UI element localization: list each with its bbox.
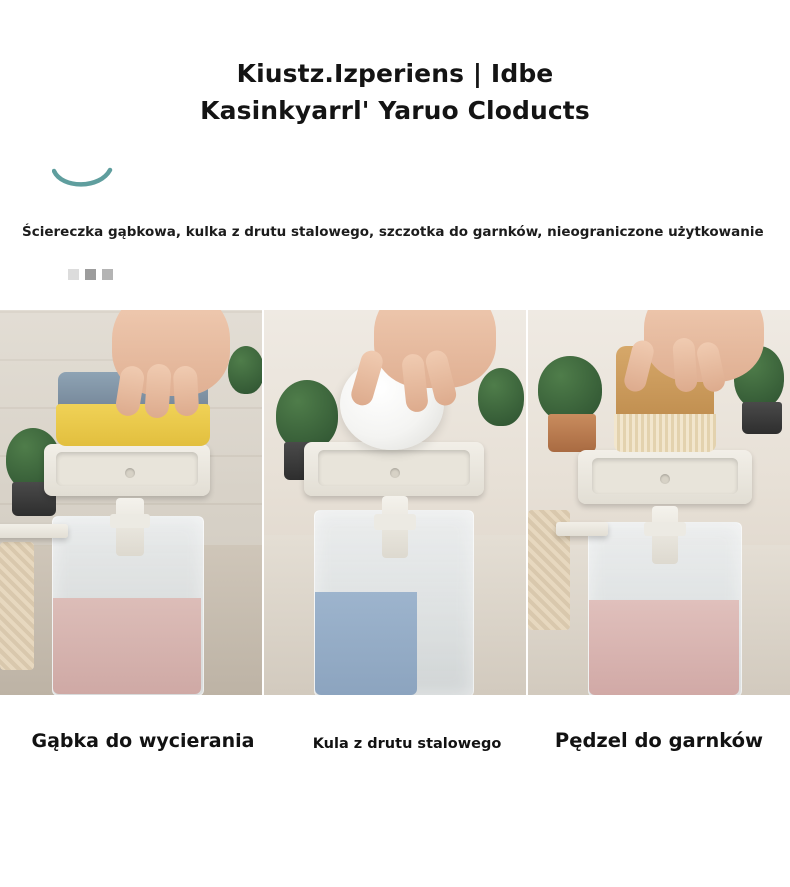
plant-leaves-right xyxy=(478,368,524,426)
pagination-dots[interactable] xyxy=(0,269,790,280)
cloth-left xyxy=(0,542,34,670)
swoosh-icon xyxy=(52,167,114,193)
gallery-captions xyxy=(0,695,790,785)
pagination-dot-1[interactable] xyxy=(68,269,79,280)
plant-pot xyxy=(548,414,596,452)
dispenser-handle xyxy=(0,524,68,538)
dispenser-pump-collar xyxy=(374,514,416,530)
plant-leaves xyxy=(538,356,602,422)
dispenser-button[interactable] xyxy=(390,468,400,478)
gallery-image-pot-brush[interactable] xyxy=(528,310,790,695)
plant-leaves xyxy=(276,380,338,450)
page-title-line-1: Kiustz.Izperiens | Idbe xyxy=(236,59,554,88)
caption-steel-ball: Kula z drutu stalowego xyxy=(312,736,502,752)
swoosh-divider xyxy=(0,167,790,193)
page-title xyxy=(0,0,790,129)
finger-2 xyxy=(144,363,172,419)
plant-pot-right xyxy=(742,402,782,434)
pagination-dot-3[interactable] xyxy=(102,269,113,280)
gallery-image-sponge[interactable] xyxy=(0,310,262,695)
plant-leaves-small xyxy=(228,346,262,394)
photo-scene-1 xyxy=(0,310,262,695)
dispenser-liquid xyxy=(53,598,201,694)
caption-sponge: Gąbka do wycierania xyxy=(31,730,255,752)
gallery-image-steel-ball[interactable] xyxy=(264,310,526,695)
caption-pot-brush: Pędzel do garnków xyxy=(554,729,764,752)
dispenser-button[interactable] xyxy=(660,474,670,484)
product-image-gallery xyxy=(0,310,790,695)
product-subtitle: Ściereczka gąbkowa, kulka z drutu stalowego, szczotka do garnków, nieograniczone użytkowanie xyxy=(22,224,764,240)
dispenser-pump-collar xyxy=(110,514,150,528)
pot-brush-bristles xyxy=(614,414,716,452)
finger-2 xyxy=(672,337,698,392)
dispenser-button[interactable] xyxy=(125,468,135,478)
dispenser-pump-collar xyxy=(644,522,686,536)
photo-scene-3 xyxy=(528,310,790,695)
dispenser-liquid xyxy=(589,600,739,695)
pagination-dot-2[interactable] xyxy=(85,269,96,280)
photo-scene-2 xyxy=(264,310,526,695)
dispenser-handle xyxy=(556,522,608,536)
page-title-line-2: Kasinkyarrl' Yaruo Cloducts xyxy=(200,96,590,125)
dispenser-liquid xyxy=(315,592,417,695)
finger-3 xyxy=(173,365,200,416)
